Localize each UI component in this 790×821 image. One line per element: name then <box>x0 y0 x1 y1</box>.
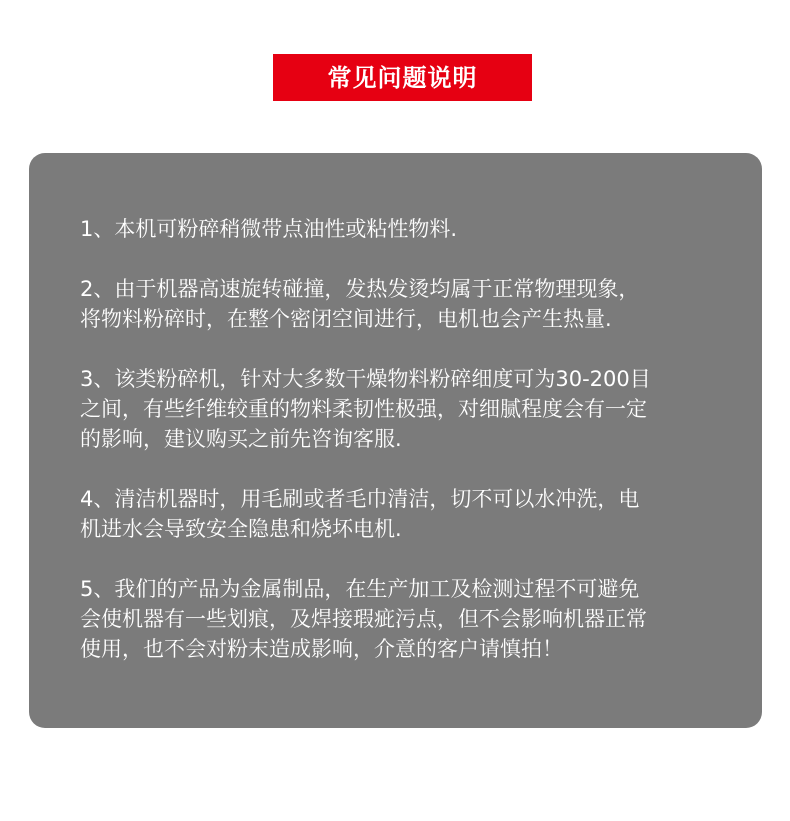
faq-item-5: 5、我们的产品为金属制品，在生产加工及检测过程不可避免 会使机器有一些划痕，及焊接瑕疵污点，但不会影响机器正常 使用，也不会对粉末造成影响，介意的客户请慎拍！ <box>80 577 647 661</box>
faq-item-1: 1、本机可粉碎稍微带点油性或粘性物料. <box>80 217 458 241</box>
faq-item-3: 3、该类粉碎机，针对大多数干燥物料粉碎细度可为30-200目 之间，有些纤维较重的物料柔韧性极强，对细腻程度会有一定 的影响，建议购买之前先咨询客服. <box>80 367 651 451</box>
faq-item-2: 2、由于机器高速旋转碰撞，发热发烫均属于正常物理现象， 将物料粉碎时，在整个密闭空间进行，电机也会产生热量. <box>80 277 640 331</box>
faq-panel <box>29 153 762 728</box>
faq-item-4: 4、清洁机器时，用毛刷或者毛巾清洁，切不可以水冲洗，电 机进水会导致安全隐患和烧坏电机. <box>80 487 640 541</box>
page-title: 常见问题说明 <box>327 62 478 92</box>
title-banner <box>273 54 532 101</box>
